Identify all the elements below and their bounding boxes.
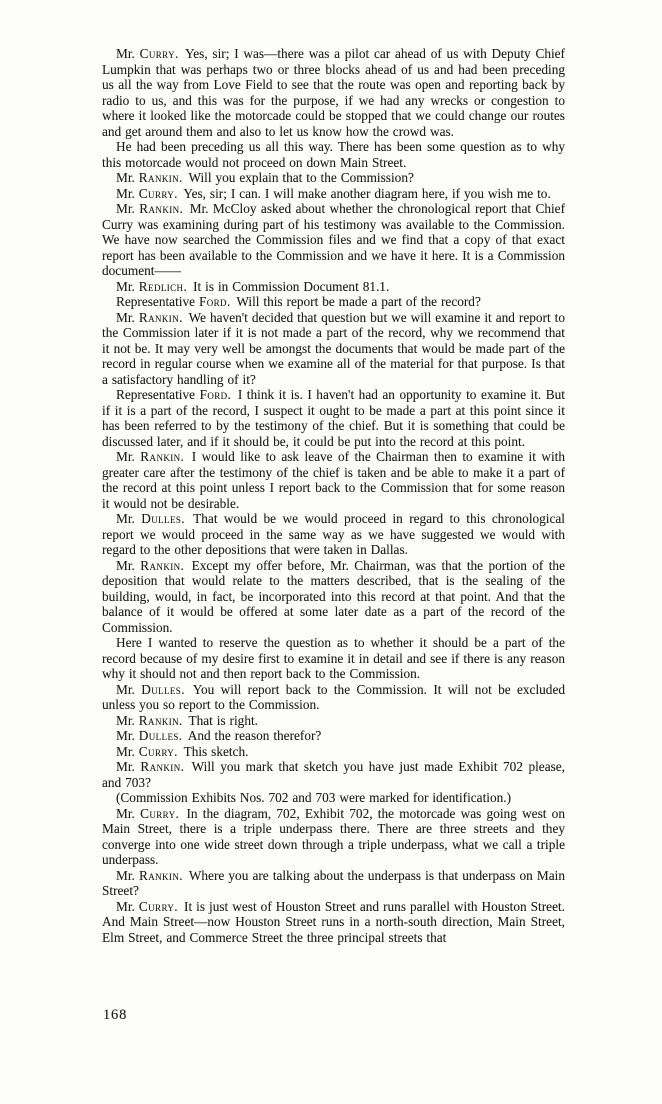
speaker-prefix: Mr.	[116, 898, 135, 914]
testimony-paragraph	[102, 511, 565, 558]
testimony-paragraph	[102, 186, 565, 202]
speaker-prefix: Mr.	[116, 511, 135, 526]
speaker-surname: Dulles.	[141, 511, 185, 526]
paragraph-text: Except my offer before, Mr. Chairman, was that the portion of the deposition that would relate to the matters described, that is the sealing of the building, would, in fact, be incorporated into this record at that point. And that the balance of it would be offered at some later date as a part of the record of the Commission.	[102, 557, 565, 635]
paragraph-text: That would be we would proceed in regard to this chronological report we would proceed in the same way as we have suggested we would with regard to the other depositions that were taken in Dallas.	[102, 511, 566, 557]
speaker-surname: Rankin.	[138, 309, 183, 325]
speaker-name	[116, 46, 179, 61]
speaker-surname: Dulles.	[141, 681, 185, 697]
speaker-prefix: Mr.	[116, 557, 135, 573]
speaker-name	[116, 713, 183, 728]
testimony-paragraph	[102, 728, 565, 744]
testimony-paragraph	[102, 170, 565, 186]
testimony-paragraph	[102, 635, 565, 682]
speaker-name	[116, 806, 179, 821]
speaker-surname: Curry.	[138, 898, 178, 914]
speaker-surname: Curry.	[140, 805, 180, 821]
speaker-prefix: Mr.	[116, 728, 135, 743]
speaker-prefix: Mr.	[116, 867, 135, 883]
speaker-surname: Curry.	[138, 743, 178, 759]
speaker-surname: Redlich.	[138, 278, 188, 294]
speaker-surname: Rankin.	[138, 170, 183, 185]
speaker-prefix: Mr.	[116, 743, 135, 759]
paragraph-text: Where you are talking about the underpass is that underpass on Main Street?	[102, 867, 565, 898]
speaker-name	[116, 899, 178, 914]
paragraph-text: Here I wanted to reserve the question as to whether it should be a part of the record because of my desire first to examine it in detail and see if there is any reason why it should not and then report back to the Commission.	[102, 635, 565, 681]
speaker-prefix: Mr.	[116, 185, 135, 201]
speaker-prefix: Mr.	[116, 170, 135, 185]
speaker-prefix: Representative	[116, 294, 196, 309]
paragraph-text: I think it is. I haven't had an opportunity to examine it. But if it is a part of the record, I suspect it ought to be made a part at this point since it has been referred to by the testimony of the chief. But it is something that could be discussed later, and if it should be, it could be put into the record at this point.	[102, 387, 565, 449]
paragraph-text: (Commission Exhibits Nos. 702 and 703 were marked for identification.)	[116, 790, 512, 805]
speaker-prefix: Mr.	[116, 46, 135, 61]
testimony-paragraph	[102, 868, 565, 899]
paragraph-text: Yes, sir; I can. I will make another diagram here, if you wish me to.	[183, 185, 551, 201]
speaker-prefix: Mr.	[116, 449, 135, 464]
paragraph-text: Will you explain that to the Commission?	[188, 170, 414, 185]
speaker-prefix: Mr.	[116, 681, 135, 697]
speaker-name	[116, 294, 231, 309]
speaker-name	[116, 744, 178, 759]
paragraph-text: That is right.	[188, 712, 258, 728]
speaker-prefix: Mr.	[116, 201, 135, 216]
testimony-paragraph	[102, 310, 565, 388]
paragraph-text: It is just west of Houston Street and runs parallel with Houston Street. And Main Street—now Houston Street runs in a north-south direction, Main Street, Elm Street, and Commerce Street the three principal streets that	[102, 898, 565, 945]
speaker-name	[116, 201, 183, 216]
speaker-name	[116, 511, 185, 526]
speaker-prefix: Mr.	[116, 278, 135, 294]
speaker-surname: Ford.	[199, 387, 232, 402]
speaker-name	[116, 279, 187, 294]
paragraph-text: And the reason therefor?	[187, 728, 322, 743]
speaker-surname: Rankin.	[140, 557, 185, 573]
speaker-name	[116, 728, 183, 743]
speaker-prefix: Mr.	[116, 759, 135, 774]
testimony-paragraph	[102, 790, 565, 806]
speaker-name	[116, 682, 185, 697]
speaker-prefix: Mr.	[116, 712, 135, 728]
testimony-paragraph	[102, 46, 565, 139]
paragraph-text: He had been preceding us all this way. There has been some question as to why this motorcade would not proceed on down Main Street.	[102, 139, 565, 170]
testimony-paragraph	[102, 449, 565, 511]
speaker-surname: Dulles.	[138, 728, 183, 743]
speaker-surname: Rankin.	[140, 759, 185, 774]
paragraph-text: We haven't decided that question but we will examine it and report to the Commission later if it is not made a part of the record, why we recommend that it not be. It may very well be amongst the documents that would be made part of the record in regular course when we examine all of the material for that purpose. Is that a satisfactory handling of it?	[102, 309, 565, 387]
paragraph-text: In the diagram, 702, Exhibit 702, the motorcade was going west on Main Street, there is a triple underpass there. There are three streets and they converge into one wide street down through a triple underpass, what we call a triple underpass.	[102, 805, 565, 867]
paragraph-text: Will this report be made a part of the record?	[236, 294, 481, 309]
speaker-surname: Curry.	[138, 185, 178, 201]
testimony-paragraph	[102, 558, 565, 636]
paragraph-text: Mr. McCloy asked about whether the chronological report that Chief Curry was examining during part of his testimony was available to the Commission. We have now searched the Commission files and we find that a copy of that exact report has been available to the Commission and we have it here. It is a Commission document——	[102, 201, 566, 278]
testimony-paragraph	[102, 759, 565, 790]
speaker-name	[116, 310, 183, 325]
speaker-prefix: Mr.	[116, 805, 135, 821]
speaker-name	[116, 449, 184, 464]
speaker-surname: Curry.	[139, 46, 179, 61]
speaker-name	[116, 558, 184, 573]
testimony-paragraph	[102, 713, 565, 729]
speaker-name	[116, 186, 178, 201]
speaker-prefix: Representative	[116, 387, 196, 402]
paragraph-text: It is in Commission Document 81.1.	[193, 278, 390, 294]
testimony-paragraph	[102, 279, 565, 295]
speaker-surname: Rankin.	[139, 201, 184, 216]
speaker-name	[116, 868, 183, 883]
testimony-paragraph	[102, 806, 565, 868]
testimony-paragraph	[102, 294, 565, 310]
testimony-paragraph	[102, 899, 565, 946]
speaker-name	[116, 759, 184, 774]
speaker-surname: Ford.	[198, 294, 231, 309]
testimony-paragraph	[102, 139, 565, 170]
speaker-prefix: Mr.	[116, 309, 135, 325]
paragraph-text: This sketch.	[183, 743, 249, 759]
paragraph-text: Will you mark that sketch you have just made Exhibit 702 please, and 703?	[102, 759, 565, 790]
speaker-name	[116, 170, 183, 185]
testimony-text-block	[102, 46, 565, 945]
speaker-name	[116, 387, 231, 402]
paragraph-text: You will report back to the Commission. It will not be excluded unless you so report to the Commission.	[102, 681, 565, 712]
testimony-paragraph	[102, 387, 565, 449]
speaker-surname: Rankin.	[138, 712, 183, 728]
speaker-surname: Rankin.	[140, 449, 185, 464]
paragraph-text: I would like to ask leave of the Chairman then to examine it with greater care after the testimony of the chief is taken and be able to make it a part of the record at this point unless I report back to the Commission that for some reason it would not be desirable.	[102, 449, 565, 511]
speaker-surname: Rankin.	[138, 867, 183, 883]
paragraph-text: Yes, sir; I was—there was a pilot car ahead of us with Deputy Chief Lumpkin that was perhaps two or three blocks ahead of us and had been preceding us all the way from Love Field to see that the route was open and reporting back by radio to us, and this was for the purpose, if we had any wrecks or congestion to where it looked like the motorcade could be stopped that we could change our routes and get around them and also to let us know how the crowd was.	[102, 46, 565, 139]
testimony-paragraph	[102, 682, 565, 713]
testimony-paragraph	[102, 744, 565, 760]
testimony-paragraph	[102, 201, 565, 279]
page-number: 168	[103, 1007, 128, 1023]
